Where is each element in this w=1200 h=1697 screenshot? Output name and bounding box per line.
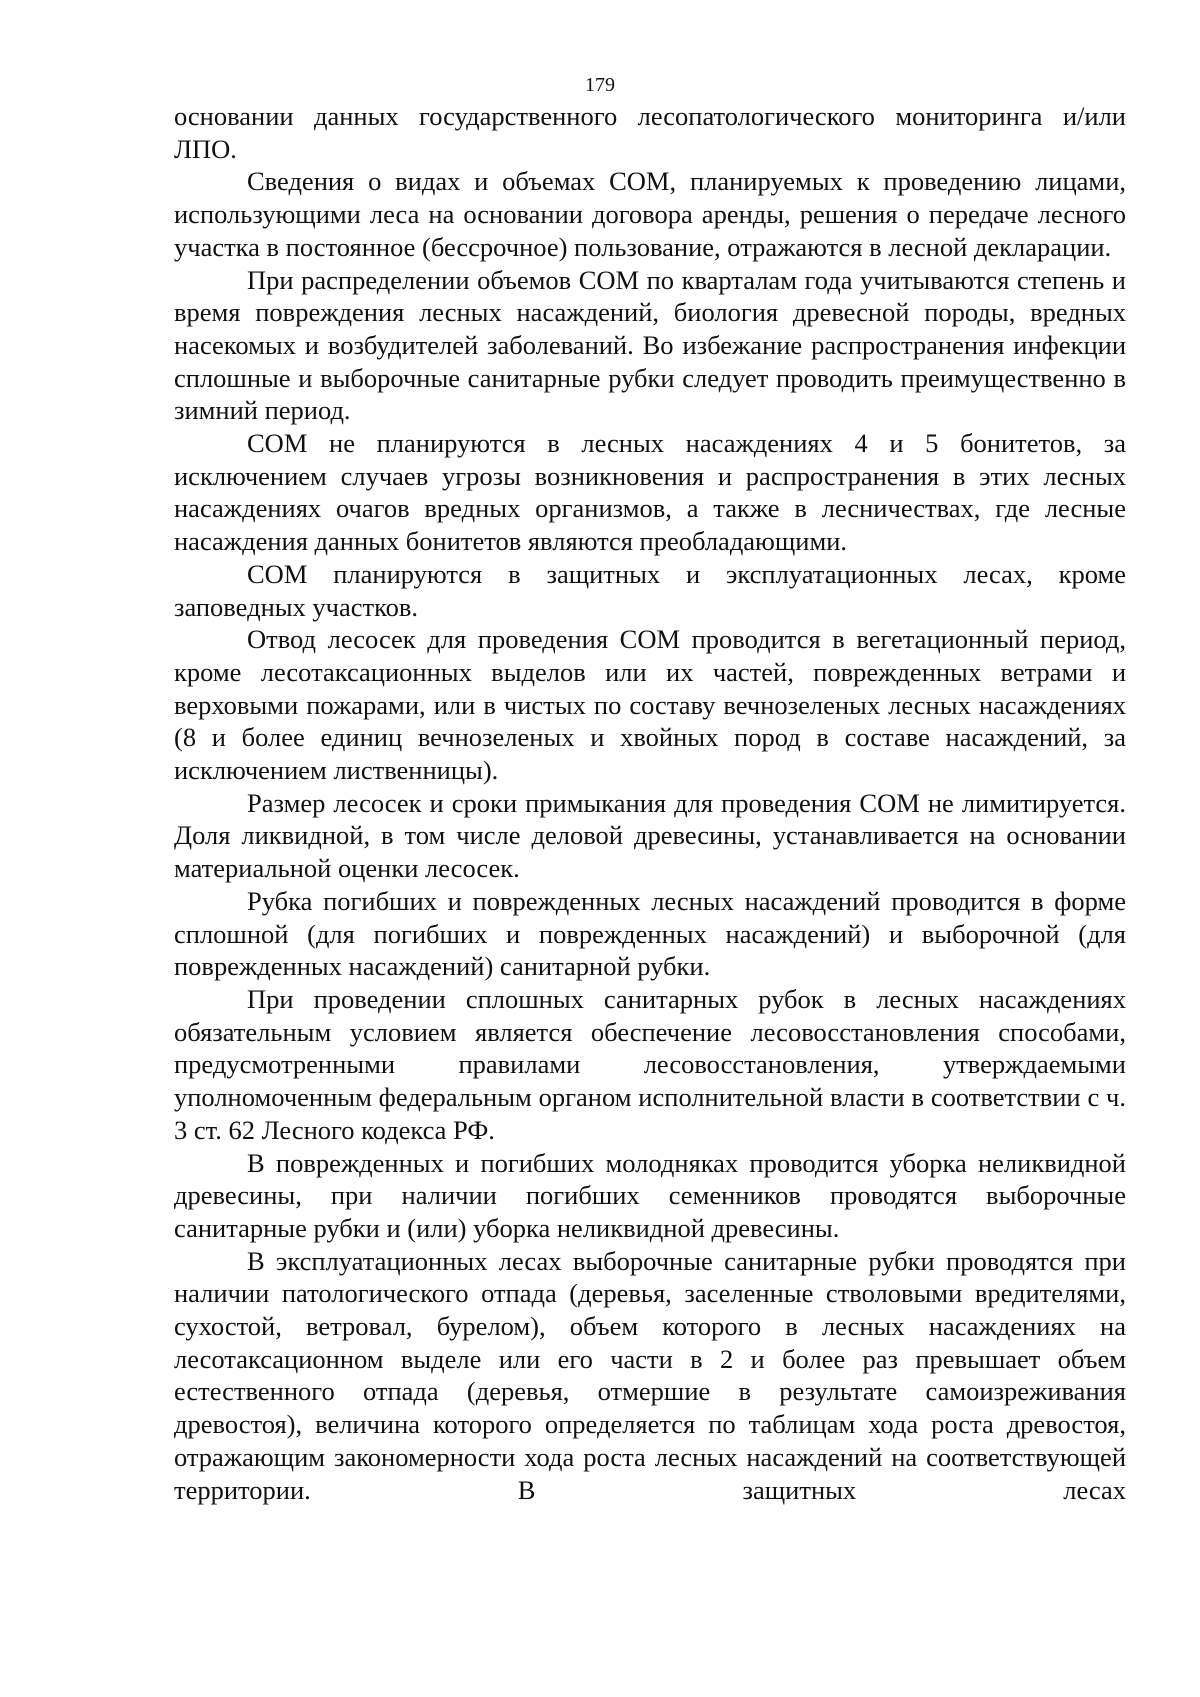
paragraph-distribution: При распределении объемов СОМ по кварталам года учитываются степень и время повреждения лесных насаждений, биология древесной породы, вредных насекомых и возбудителей заболеваний. Во избежание распространения инфекции сплошные и выборочные санитарные рубки следует проводить преимущественно в зимний период. — [174, 264, 1126, 426]
paragraph-size: Размер лесосек и сроки примыкания для проведения СОМ не лимитируется. Доля ликвидной, в том числе деловой древесины, устанавливается на основании материальной оценки лесосек. — [174, 787, 1126, 884]
paragraph-reforestation: При проведении сплошных санитарных рубок в лесных насаждениях обязательным условием является обеспечение лесовосстановления способами, предусмотренными правилами лесовосстановления, утверждаемыми уполномоченным федеральным органом исполнительной власти в соответствии с ч. 3 ст. 62 Лесного кодекса РФ. — [174, 983, 1126, 1145]
page-number: 179 — [585, 74, 615, 96]
paragraph-bonitet: СОМ не планируются в лесных насаждениях 4 и 5 бонитетов, за исключением случаев угрозы возникновения и распространения в этих лесных насаждениях очагов вредных организмов, а также в лесничествах, где лесные насаждения данных бонитетов являются преобладающими. — [174, 428, 1126, 557]
paragraph-protective-forests: СОМ планируются в защитных и эксплуатационных лесах, кроме заповедных участков. — [174, 558, 1126, 622]
document-body — [174, 100, 1126, 1506]
paragraph-declaration: Сведения о видах и объемах СОМ, планируемых к проведению лицами, использующими леса на основании договора аренды, решения о передаче лесного участка в постоянное (бессрочное) пользование, отражаются в лесной декларации. — [174, 166, 1126, 262]
paragraph-continuation: основании данных государственного лесопатологического мониторинга и/или ЛПО. — [174, 101, 1126, 164]
paragraph-felling-form: Рубка погибших и поврежденных лесных насаждений проводится в форме сплошной (для погибших и поврежденных насаждений) и выборочной (для поврежденных насаждений) санитарной рубки. — [174, 885, 1126, 982]
paragraph-young-stands: В поврежденных и погибших молодняках проводится уборка неликвидной древесины, при наличии погибших семенников проводятся выборочные санитарные рубки и (или) уборка неликвидной древесины. — [174, 1147, 1126, 1243]
paragraph-allotment: Отвод лесосек для проведения СОМ проводится в вегетационный период, кроме лесотаксационных выделов или их частей, поврежденных ветрами и верховыми пожарами, или в чистых по составу вечнозеленых лесных насаждениях (8 и более единиц вечнозеленых и хвойных пород в составе насаждений, за исключением лиственницы). — [174, 624, 1126, 786]
paragraph-exploitation-forests: В эксплуатационных лесах выборочные санитарные рубки проводятся при наличии патологического отпада (деревья, заселенные стволовыми вредителями, сухостой, ветровал, бурелом), объем которого в лесных насаждениях на лесотаксационном выделе или его части в 2 и более раз превышает объем естественного отпада (деревья, отмершие в результате самоизреживания древостоя), величина которого определяется по таблицам хода роста древостоя, отражающим закономерности хода роста лесных насаждений на соответствующей территории. В защитных лесах — [174, 1245, 1126, 1505]
